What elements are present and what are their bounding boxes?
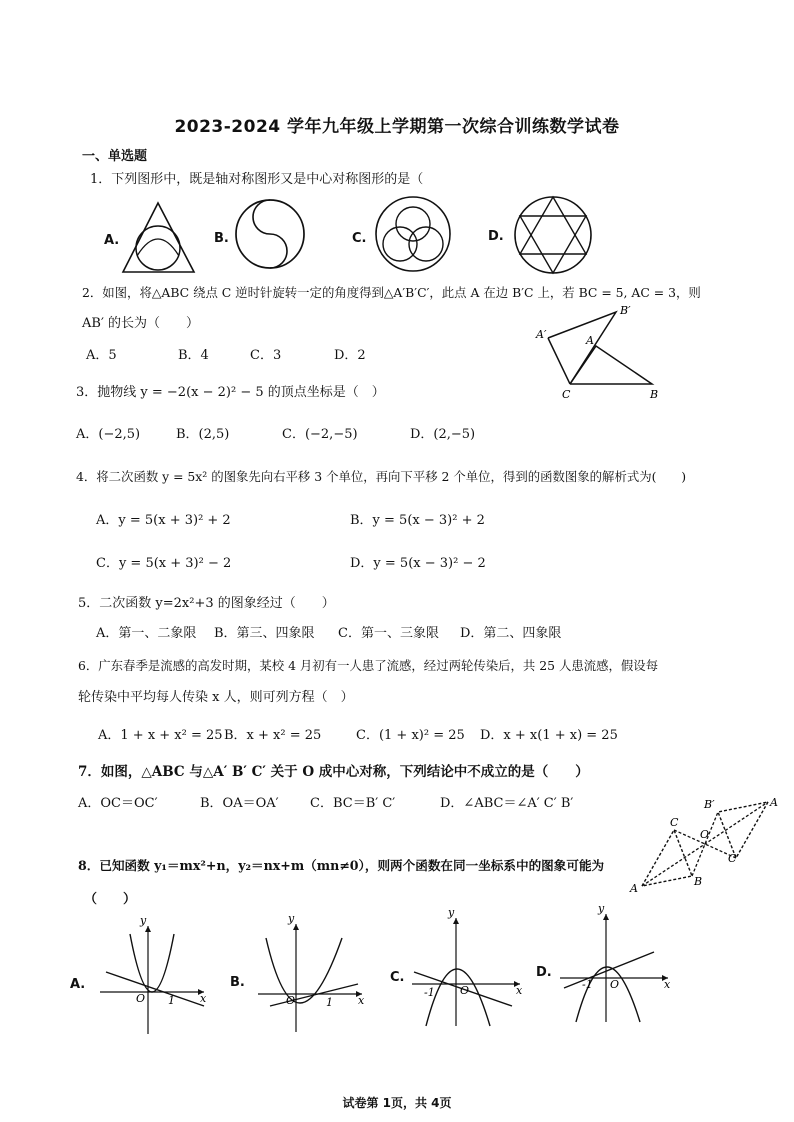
q1-option-d-label: D.	[488, 229, 504, 244]
q2-option-d: D．2	[334, 348, 366, 363]
q7-option-d: D．∠ABC＝∠A′ C′ B′	[440, 796, 574, 811]
q1-option-a-label: A.	[104, 233, 120, 248]
q3-option-b: B．(2,5)	[176, 427, 230, 442]
question-6-line-1: 6．广东春季是流感的高发时期，某校 4 月初有一人患了流感，经过两轮传染后，共 25 人患流感，假设每	[78, 658, 659, 673]
q1-option-c-label: C.	[352, 231, 367, 246]
q8-option-c-label: C.	[390, 970, 405, 985]
q3-option-a: A．(−2,5)	[76, 427, 141, 442]
q8-d-tick-neg1-label: -1	[582, 978, 593, 991]
q6-option-d: D．x + x(1 + x) = 25	[480, 728, 618, 743]
q7-label-b-prime: B′	[704, 798, 715, 811]
q7-option-b: B．OA＝OA′	[200, 796, 279, 811]
q8-graph-d	[556, 902, 676, 1028]
q8-d-origin-label: O	[610, 978, 620, 991]
q5-option-a: A．第一、二象限	[96, 626, 197, 641]
q8-option-d-label: D.	[536, 965, 552, 980]
q4-option-d: D．y = 5(x − 3)² − 2	[350, 556, 486, 571]
q1-figure-b-yin-yang-circle	[232, 196, 312, 274]
question-2-line-1: 2．如图，将△ABC 绕点 C 逆时针旋转一定的角度得到△A′B′C′，此点 A 在边 B′C 上，若 BC = 5, AC = 3，则	[82, 285, 701, 300]
q3-option-c: C．(−2,−5)	[282, 427, 358, 442]
q4-option-a: A．y = 5(x + 3)² + 2	[96, 513, 231, 528]
q8-c-y-label: y	[448, 906, 455, 919]
section-heading: 一、单选题	[82, 149, 148, 164]
q8-d-y-label: y	[598, 902, 605, 915]
q2-label-c: C	[562, 388, 571, 401]
q4-option-b: B．y = 5(x − 3)² + 2	[350, 513, 485, 528]
q2-label-b-prime: B′	[620, 304, 631, 317]
q6-option-c: C．(1 + x)² = 25	[356, 728, 465, 743]
q8-graph-c	[408, 906, 528, 1032]
question-2-line-2: AB′ 的长为（ ）	[82, 316, 200, 331]
q2-option-b: B．4	[178, 348, 209, 363]
q7-central-symmetry-figure	[628, 792, 783, 894]
q7-label-a: A	[630, 882, 638, 895]
q1-figure-c-three-circles	[370, 194, 460, 278]
q2-label-a: A	[586, 334, 594, 347]
q5-option-d: D．第二、四象限	[460, 626, 562, 641]
q8-b-tick-1-label: 1	[326, 996, 333, 1009]
q8-c-origin-label: O	[460, 984, 470, 997]
q7-label-b: B	[694, 875, 703, 888]
page-footer: 试卷第 1页，共 4页	[342, 1096, 452, 1110]
page-title: 2023-2024 学年九年级上学期第一次综合训练数学试卷	[174, 117, 620, 137]
q8-a-tick-1-label: 1	[168, 994, 175, 1007]
question-3-stem: 3．抛物线 y = −2(x − 2)² − 5 的顶点坐标是（ ）	[76, 385, 385, 400]
q2-option-c: C．3	[250, 348, 282, 363]
q8-option-b-label: B.	[230, 975, 245, 990]
q8-graph-a	[92, 914, 212, 1040]
q7-label-c: C	[670, 816, 679, 829]
question-6-line-2: 轮传染中平均每人传染 x 人，则可列方程（ ）	[78, 690, 354, 705]
q8-c-x-label: x	[516, 984, 523, 997]
q8-a-x-label: x	[200, 992, 207, 1005]
q5-option-c: C．第一、三象限	[338, 626, 439, 641]
question-5-stem: 5．二次函数 y=2x²+3 的图象经过（ ）	[78, 596, 335, 611]
question-8-line-2: （ ）	[84, 892, 137, 907]
q4-option-c: C．y = 5(x + 3)² − 2	[96, 556, 232, 571]
q1-figure-d-star-of-david	[510, 194, 600, 278]
q1-option-b-label: B.	[214, 231, 229, 246]
q6-option-b: B．x + x² = 25	[224, 728, 322, 743]
q7-label-c-prime: C′	[728, 852, 739, 865]
question-7-stem: 7．如图，△ABC 与△A′ B′ C′ 关于 O 成中心对称，下列结论中不成立的是（ ）	[78, 764, 589, 780]
q2-label-a-prime: A′	[536, 328, 547, 341]
q8-option-a-label: A.	[70, 977, 86, 992]
q8-b-origin-label: O	[286, 994, 296, 1007]
q7-label-o: O	[700, 828, 710, 841]
q8-graph-b	[250, 912, 370, 1038]
q1-figure-a-triangle-circle	[120, 200, 200, 275]
q2-label-b: B	[650, 388, 659, 401]
q7-option-a: A．OC＝OC′	[78, 796, 158, 811]
q5-option-b: B．第三、四象限	[214, 626, 315, 641]
q2-rotation-figure	[530, 300, 670, 405]
q8-d-x-label: x	[664, 978, 671, 991]
question-1-stem: 1．下列图形中，既是轴对称图形又是中心对称图形的是（	[90, 172, 424, 187]
q6-option-a: A．1 + x + x² = 25	[98, 728, 223, 743]
q8-a-origin-label: O	[136, 992, 146, 1005]
question-8-line-1: 8．已知函数 y₁＝mx²+n，y₂＝nx+m（mn≠0），则两个函数在同一坐标系中的图象可能为	[78, 858, 605, 873]
q8-b-x-label: x	[358, 994, 365, 1007]
question-4-stem: 4．将二次函数 y = 5x² 的图象先向右平移 3 个单位，再向下平移 2 个单位，得到的函数图象的解析式为( )	[76, 469, 687, 484]
q7-option-c: C．BC＝B′ C′	[310, 796, 396, 811]
q8-b-y-label: y	[288, 912, 295, 925]
q8-a-y-label: y	[140, 914, 147, 927]
q2-option-a: A．5	[86, 348, 117, 363]
q3-option-d: D．(2,−5)	[410, 427, 476, 442]
q8-c-tick-neg1-label: -1	[424, 986, 435, 999]
q7-label-a-prime: A	[770, 796, 778, 809]
